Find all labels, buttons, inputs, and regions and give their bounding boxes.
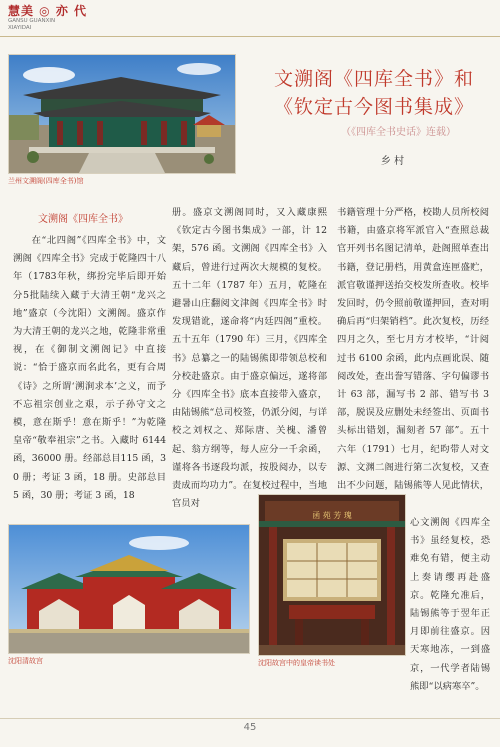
shenyang-palace-photo [8,524,250,654]
column-3-narrow-text: 心文溯阁《四库全书》虽经复校，恐难免有错，便主动上奏请缨再赴盛京。乾隆允准后，陆锡熊等于翌年正月即前往盛京。因天寒地冻，一到盛京，一代学者陆锡熊即“以病寒卒”。 [410,517,490,692]
emperor-study-photo [258,494,406,656]
top-photo-caption: 兰州文溯阁(四库全书)馆 [8,177,84,185]
plaque-inscription: 函 苑 芳 瑰 [312,511,352,520]
logo-sub-line1: GANSU GUANXIN [8,18,56,24]
lanzhou-wensu-pavilion-photo [8,54,236,174]
pavilion-illustration [9,55,235,173]
column-1-text: 在“北四阁”《四库全书》中，文溯阁《四库全书》完成于乾隆四十八年（1783年秋，绑扮完毕后即开始分5批陆续入藏于大清王朝“龙兴之地”盛京（今沈阳）文溯阁。盛京作为大清王朝的龙兴之地，乾隆非常重视，在《御制文溯阁记》中直接说：“恰于盛京而名此名，更有合周《诗》之所谓‘溯涧求本’之义，而予不忘祖宗创业之艰，示子孙守文之模，意在斯乎！意在斯乎！”为乾隆皇帝“敬奉祖宗”之书。入藏时 6144 函，36000 册。经部总目115 函，30 册；考证 3 函，18 册。史部总目 5 函，30 册；考证 3 函，18 [13,235,166,501]
body-column-3-narrow [410,514,490,714]
logo-title: 慧美 ◎ 亦 代 [8,4,88,18]
column-2-text: 册。盛京文溯阁同时，又入藏康熙《钦定古今图书集成》一部，计 12 架，576 函。文溯阁《四库全书》入藏后，曾进行过两次大规模的复校。五十二年（1787 年）五月，乾隆在避暑山庄翻阅文津阁《四库全书》时发现错讹，遂命将“内廷四阁”重校。五十五年（1790 年）三月，《四库全书》总纂之一的陆锡熊即带领总校和分校赴盛京。由于盛京偏远，遂将部分《四库全书》底本直接带入盛京，由陆锡熊“总司校签，仍派分阅，与详校之刘权之、郑际唐、关槐、潘曾起、翁方纲等，每人应分一千余函，谨将各书逐段均派，按股阅办，以专责成而均功力”。在复校过程中，当地官员对 [172,207,327,510]
header-divider [0,36,500,37]
article-subtitle: （《四库全书史话》连载） [341,127,456,138]
article-title-line2: 《钦定古今图书集成》 [273,96,474,118]
logo-sub-line2: XIAYIDAI [8,25,32,31]
body-column-3 [337,204,489,514]
body-column-1 [13,232,166,518]
magazine-logo [8,4,88,38]
column-3-text: 书籍管理十分严格，校勘人员所校阅书籍，由盛京将军派官入“查照总裁官开列书名图记清单，赴阁照单查出书籍，登记册档，用黄盒连匣盛贮，派官敬谨押送抬交校发所查收。校毕发回时，仍令照前敬谨押回，查对明确后再“归架销档”。此次复校，历经四月之久，至七月方才校毕，“计阅过书 6100 余函，此内点画讹误、随阅改处，查出誊写错落、字句偏谬书计 63 部，漏写书 2 部、错写书 3 部，脱误及应删处未经签出、页面书头标出错划，漏刻者 57 部”。五十六年（1791）七月，纪昀带人对文源、文渊二阁进行第二次复校，又查出不少问题，陆锡熊等人见此情状， [337,207,489,492]
palace-illustration [9,525,249,653]
page-number: 45 [243,722,257,733]
body-column-2 [172,204,327,518]
bottom-right-caption: 沈阳故宫中的皇帝读书处 [258,659,335,667]
bottom-left-caption: 沈阳清故宫 [8,657,43,665]
article-title-line1: 文溯阁《四库全书》和 [273,68,474,90]
article-author: 乡 村 [380,156,404,167]
footer-divider [0,718,500,719]
section-heading: 文溯阁《四库全书》 [38,214,128,225]
